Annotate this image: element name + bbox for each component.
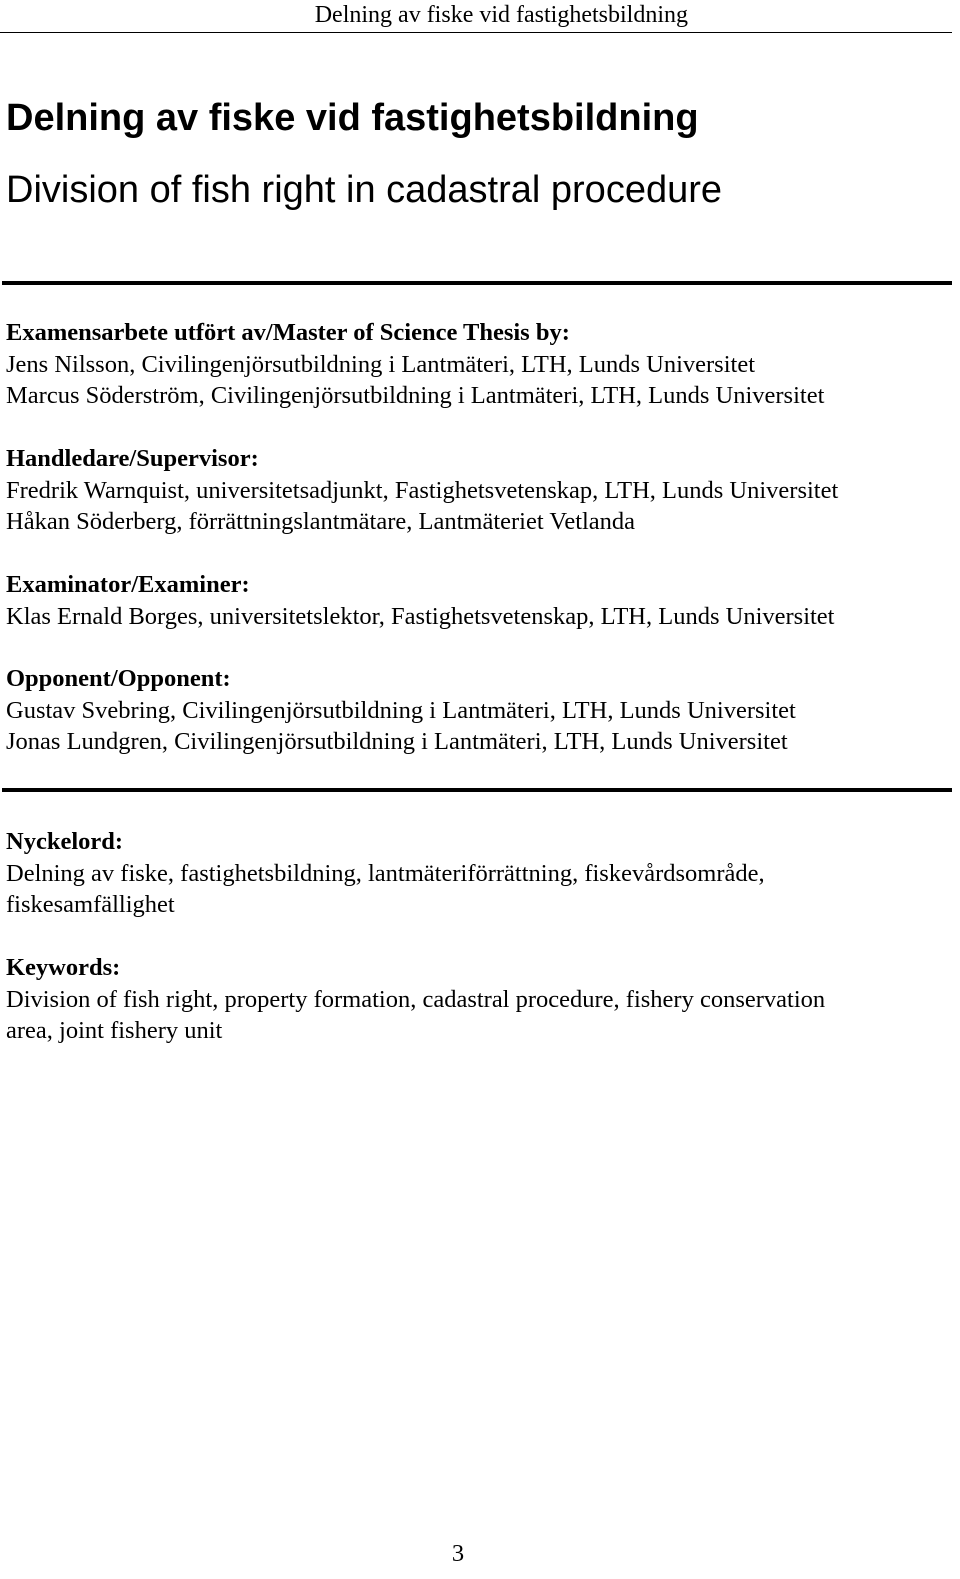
opponent-line: Jonas Lundgren, Civilingenjörsutbildning i Lantmäteri, LTH, Lunds Universitet	[6, 728, 788, 755]
authors-heading: Examensarbete utfört av/Master of Science Thesis by:	[6, 319, 570, 346]
nyckelord-line: fiskesamfällighet	[6, 891, 175, 918]
supervisor-line: Håkan Söderberg, förrättningslantmätare, Lantmäteriet Vetlanda	[6, 508, 636, 535]
nyckelord-section	[6, 826, 952, 921]
examiner-section	[6, 569, 952, 632]
nyckelord-heading: Nyckelord:	[6, 828, 124, 855]
title-block	[6, 94, 946, 214]
page-subtitle: Division of fish right in cadastral procedure	[6, 169, 723, 211]
horizontal-rule-middle	[2, 788, 952, 792]
opponent-heading: Opponent/Opponent:	[6, 665, 231, 692]
opponent-section	[6, 663, 952, 758]
keywords-heading: Keywords:	[6, 954, 121, 981]
author-line: Jens Nilsson, Civilingenjörsutbildning i Lantmäteri, LTH, Lunds Universitet	[6, 350, 756, 378]
keywords-line: Division of fish right, property formation, cadastral procedure, fishery conservation	[6, 985, 826, 1013]
opponent-line: Gustav Svebring, Civilingenjörsutbildning i Lantmäteri, LTH, Lunds Universitet	[6, 696, 796, 724]
running-header: Delning av fiske vid fastighetsbildning	[0, 0, 952, 33]
supervisor-heading: Handledare/Supervisor:	[6, 445, 259, 472]
examiner-heading: Examinator/Examiner:	[6, 571, 250, 598]
keywords-line: area, joint fishery unit	[6, 1017, 223, 1044]
examiner-line: Klas Ernald Borges, universitetslektor, Fastighetsvetenskap, LTH, Lunds Universitet	[6, 602, 835, 630]
keywords-section	[6, 952, 952, 1047]
horizontal-rule-top	[2, 281, 952, 285]
supervisor-section	[6, 443, 952, 538]
author-line: Marcus Söderström, Civilingenjörsutbildning i Lantmäteri, LTH, Lunds Universitet	[6, 382, 825, 409]
page-number: 3	[451, 1540, 465, 1567]
authors-section	[6, 317, 952, 412]
nyckelord-line: Delning av fiske, fastighetsbildning, lantmäteriförrättning, fiskevårdsområde,	[6, 859, 765, 887]
page-title: Delning av fiske vid fastighetsbildning	[6, 97, 699, 139]
supervisor-line: Fredrik Warnquist, universitetsadjunkt, Fastighetsvetenskap, LTH, Lunds Universitet	[6, 476, 839, 504]
